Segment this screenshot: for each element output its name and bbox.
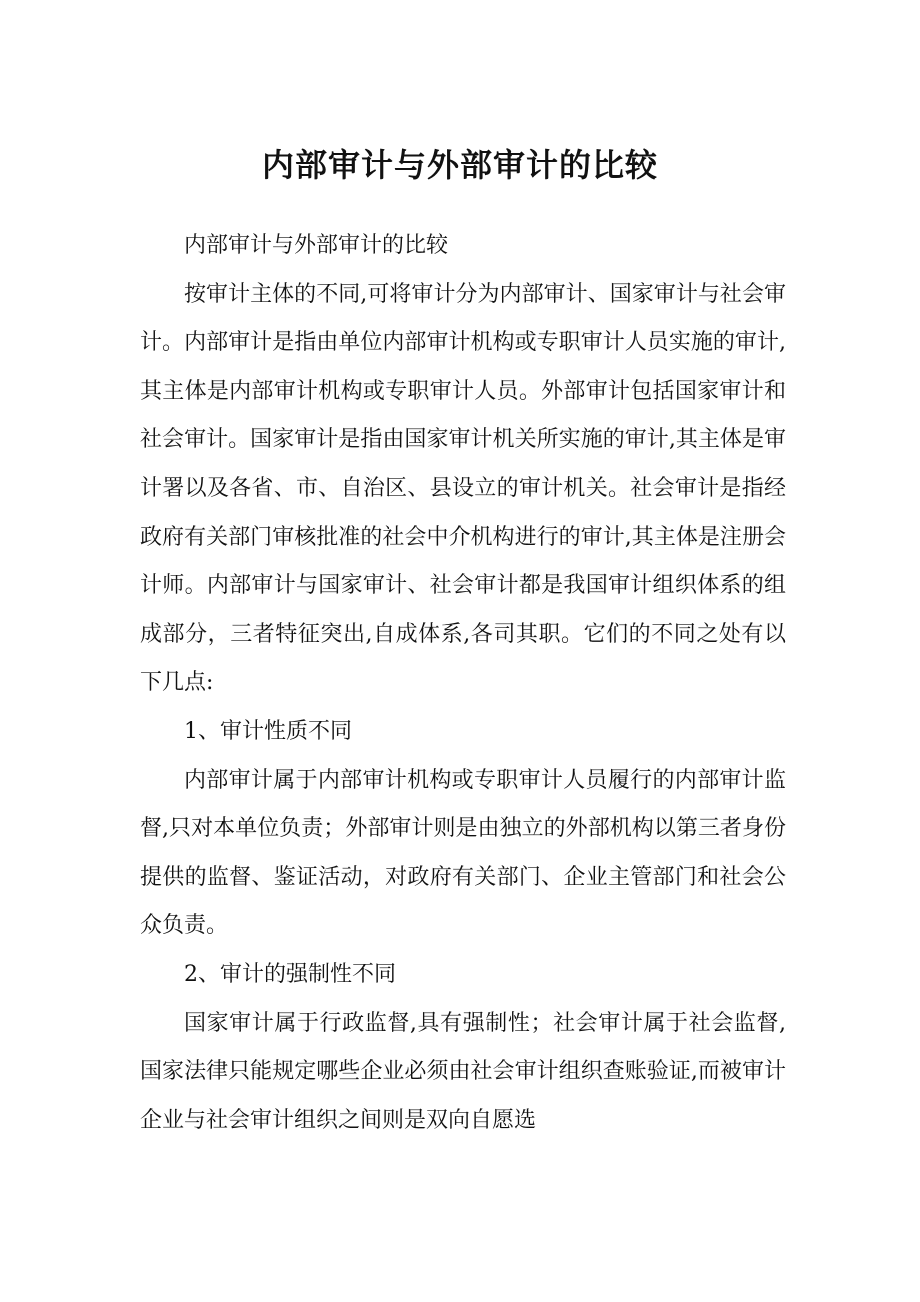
paragraph-intro: 按审计主体的不同,可将审计分为内部审计、国家审计与社会审计。内部审计是指由单位内部审计机构或专职审计人员实施的审计,其主体是内部审计机构或专职审计人员。外部审计包括国家审计和社会审计。国家审计是指由国家审计机关所实施的审计,其主体是审计署以及各省、市、自治区、县设立的审计机关。社会审计是指经政府有关部门审核批准的社会中介机构进行的审计,其主体是注册会计师。内部审计与国家审计、社会审计都是我国审计组织体系的组成部分，三者特征突出,自成体系,各司其职。它们的不同之处有以下几点: xyxy=(140,281,786,696)
paragraph-section-1: 内部审计属于内部审计机构或专职审计人员履行的内部审计监督,只对本单位负责；外部审计则是由独立的外部机构以第三者身份提供的监督、鉴证活动，对政府有关部门、企业主管部门和社会公众负责。 xyxy=(140,767,786,939)
section-heading-1: 1、审计性质不同 xyxy=(184,718,352,744)
document-body xyxy=(140,222,786,1145)
section-heading-2: 2、审计的强制性不同 xyxy=(184,961,396,987)
paragraph-heading: 内部审计与外部审计的比较 xyxy=(184,233,449,258)
document-title: 内部审计与外部审计的比较 xyxy=(261,146,658,184)
paragraph-section-2: 国家审计属于行政监督,具有强制性；社会审计属于社会监督,国家法律只能规定哪些企业必须由社会审计组织查账验证,而被审计企业与社会审计组织之间则是双向自愿选 xyxy=(140,1010,786,1133)
